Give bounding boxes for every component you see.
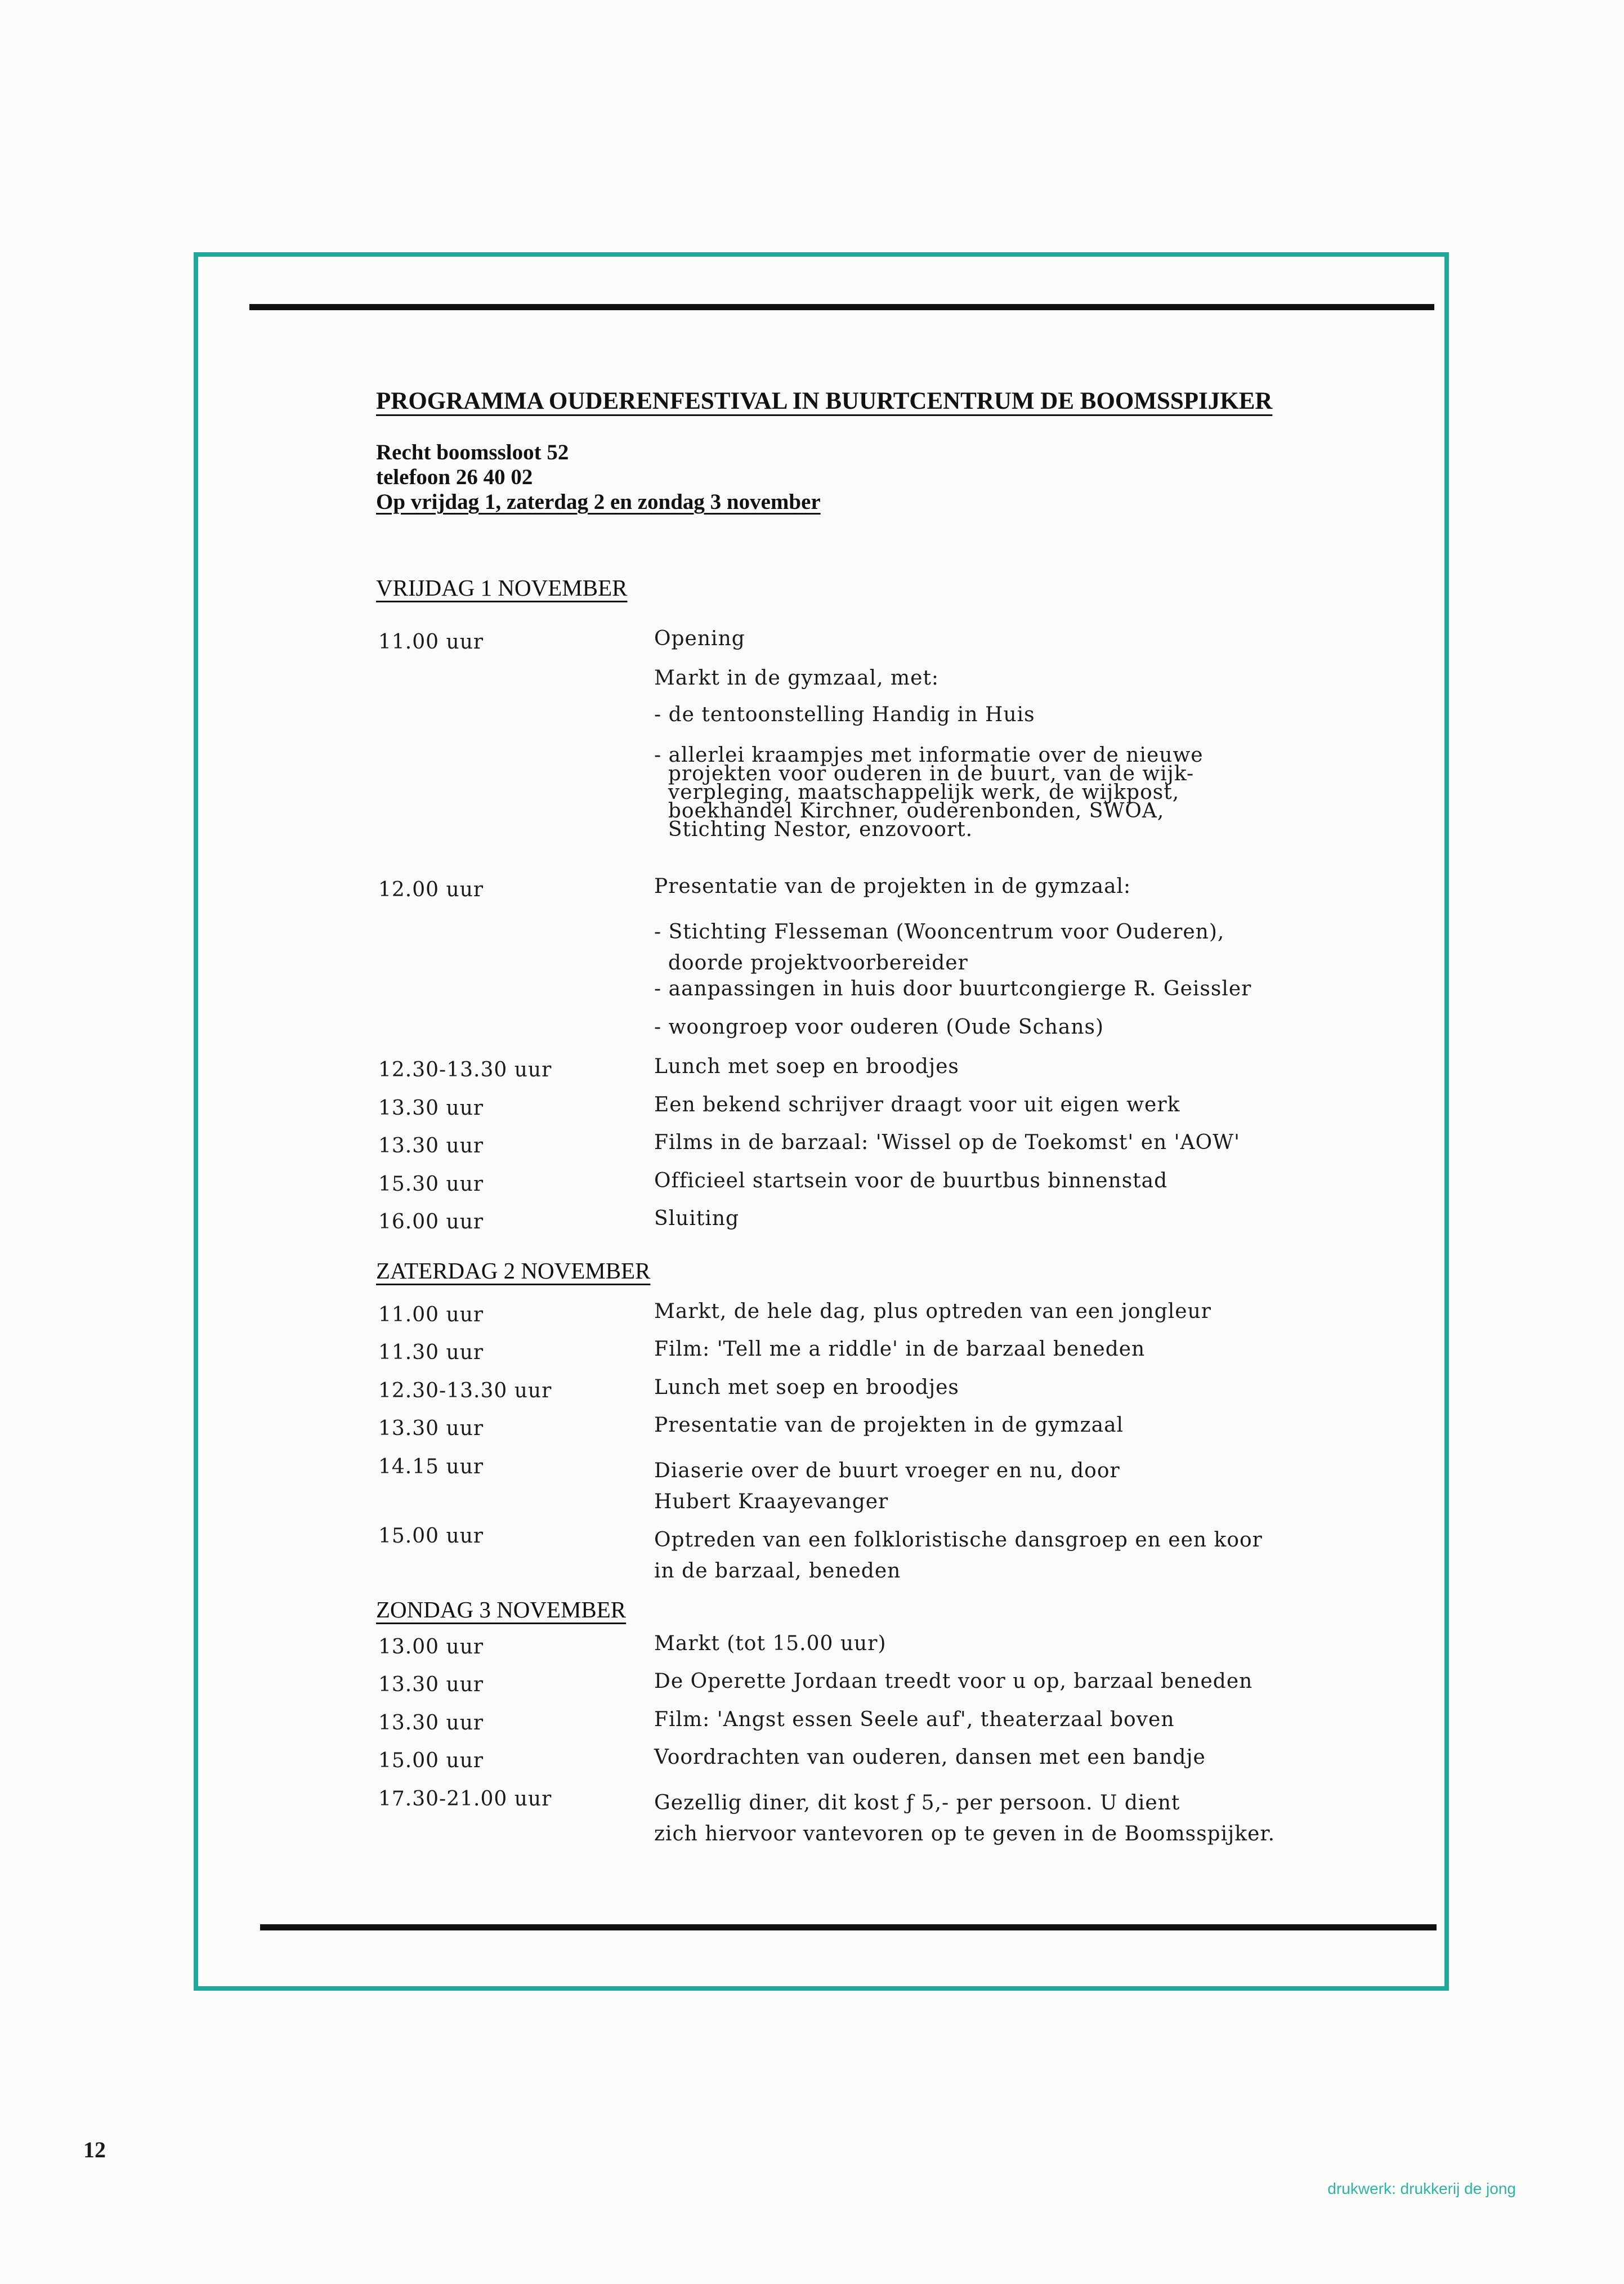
schedule-description	[654, 917, 1224, 978]
schedule-description	[654, 1338, 1146, 1361]
schedule-description-line: Optreden van een folkloristische dansgroep en een koor	[654, 1528, 1263, 1552]
schedule-description-line: Film: 'Angst essen Seele auf', theaterzaal boven	[654, 1708, 1175, 1731]
schedule-time: 13.30 uur	[378, 1673, 484, 1696]
day-heading-saturday: ZATERDAG 2 NOVEMBER	[376, 1258, 651, 1284]
address-line: Recht boomssloot 52	[376, 440, 569, 464]
schedule-description-line: Opening	[654, 627, 745, 650]
schedule-time: 12.00 uur	[378, 878, 484, 901]
schedule-description	[654, 977, 1252, 1000]
schedule-description-line: Officieel startsein voor de buurtbus binnenstad	[654, 1169, 1168, 1192]
schedule-description-line: projekten voor ouderen in de buurt, van de wijk-	[654, 762, 1194, 785]
schedule-description	[654, 1632, 887, 1655]
schedule-time: 15.00 uur	[378, 1749, 484, 1772]
schedule-time: 13.00 uur	[378, 1635, 484, 1659]
top-rule	[249, 304, 1434, 310]
schedule-time: 12.30-13.30 uur	[378, 1379, 552, 1402]
schedule-description	[654, 1787, 1275, 1849]
schedule-time: 13.30 uur	[378, 1097, 484, 1120]
schedule-description-line: - woongroep voor ouderen (Oude Schans)	[654, 1016, 1104, 1039]
schedule-description	[654, 1376, 959, 1399]
schedule-description	[654, 1131, 1240, 1154]
bottom-rule	[260, 1924, 1437, 1930]
schedule-description-line: Hubert Kraayevanger	[654, 1490, 889, 1513]
schedule-description-line: - allerlei kraampjes met informatie over de nieuwe	[654, 744, 1204, 767]
schedule-description	[654, 667, 939, 690]
schedule-description-line: Sluiting	[654, 1207, 740, 1230]
schedule-description	[654, 1016, 1104, 1039]
schedule-time: 15.30 uur	[378, 1173, 484, 1196]
schedule-description-line: in de barzaal, beneden	[654, 1559, 901, 1583]
schedule-time: 12.30-13.30 uur	[378, 1058, 552, 1081]
schedule-description	[654, 1746, 1206, 1769]
schedule-description-line: Voordrachten van ouderen, dansen met een bandje	[654, 1746, 1206, 1769]
schedule-time: 13.30 uur	[378, 1134, 484, 1157]
schedule-description	[654, 875, 1131, 898]
schedule-description	[654, 703, 1035, 726]
schedule-description-line: Diaserie over de buurt vroeger en nu, door	[654, 1459, 1120, 1482]
schedule-description	[654, 1708, 1175, 1731]
schedule-description-line: doorde projektvoorbereider	[654, 951, 968, 975]
schedule-description-line: De Operette Jordaan treedt voor u op, barzaal beneden	[654, 1670, 1253, 1693]
schedule-description-line: Stichting Nestor, enzovoort.	[654, 818, 973, 841]
schedule-description	[654, 1300, 1211, 1323]
schedule-description-line: Presentatie van de projekten in de gymzaal	[654, 1414, 1124, 1437]
schedule-time: 13.30 uur	[378, 1417, 484, 1440]
address-block	[376, 440, 821, 515]
page-title: PROGRAMMA OUDERENFESTIVAL IN BUURTCENTRUM DE BOOMSSPIJKER	[376, 388, 1273, 414]
schedule-description	[654, 1414, 1124, 1437]
schedule-description-line: Presentatie van de projekten in de gymzaal:	[654, 875, 1131, 898]
schedule-time: 17.30-21.00 uur	[378, 1787, 552, 1811]
schedule-description-line: Markt, de hele dag, plus optreden van een jongleur	[654, 1300, 1211, 1323]
schedule-description-line: Lunch met soep en broodjes	[654, 1376, 959, 1399]
schedule-description-line: Film: 'Tell me a riddle' in de barzaal beneden	[654, 1338, 1146, 1361]
day-heading-sunday: ZONDAG 3 NOVEMBER	[376, 1597, 627, 1623]
schedule-description	[654, 746, 1204, 839]
schedule-description-line: boekhandel Kirchner, ouderenbonden, SWOA,	[654, 799, 1165, 823]
schedule-description-line: Lunch met soep en broodjes	[654, 1055, 959, 1078]
schedule-description-line: Een bekend schrijver draagt voor uit eigen werk	[654, 1093, 1180, 1116]
schedule-description	[654, 1055, 959, 1078]
page-number: 12	[83, 2137, 106, 2162]
schedule-description-line: Films in de barzaal: 'Wissel op de Toekomst' en 'AOW'	[654, 1131, 1240, 1154]
schedule-description-line: - de tentoonstelling Handig in Huis	[654, 703, 1035, 726]
schedule-description	[654, 1670, 1253, 1693]
schedule-description	[654, 627, 745, 650]
schedule-time: 16.00 uur	[378, 1210, 484, 1233]
dates-line: Op vrijdag 1, zaterdag 2 en zondag 3 november	[376, 490, 821, 514]
schedule-time: 14.15 uur	[378, 1455, 484, 1478]
schedule-description-line: Markt (tot 15.00 uur)	[654, 1632, 887, 1655]
schedule-time: 11.30 uur	[378, 1341, 484, 1364]
schedule-description	[654, 1169, 1168, 1192]
schedule-description	[654, 1525, 1263, 1586]
schedule-time: 11.00 uur	[378, 631, 484, 654]
schedule-description-line: - aanpassingen in huis door buurtcongierge R. Geissler	[654, 977, 1252, 1000]
phone-line: telefoon 26 40 02	[376, 465, 533, 489]
schedule-description	[654, 1093, 1180, 1116]
schedule-time: 15.00 uur	[378, 1525, 484, 1548]
schedule-description	[654, 1455, 1120, 1517]
schedule-description-line: - Stichting Flesseman (Wooncentrum voor Ouderen),	[654, 920, 1225, 944]
schedule-description-line: verpleging, maatschappelijk werk, de wijkpost,	[654, 781, 1180, 804]
day-heading-friday: VRIJDAG 1 NOVEMBER	[376, 575, 628, 601]
printer-credit: drukwerk: drukkerij de jong	[1327, 2180, 1516, 2197]
schedule-time: 13.30 uur	[378, 1711, 484, 1735]
schedule-description-line: zich hiervoor vantevoren op te geven in de Boomsspijker.	[654, 1822, 1276, 1845]
schedule-description	[654, 1207, 740, 1230]
schedule-time: 11.00 uur	[378, 1303, 484, 1326]
schedule-description-line: Markt in de gymzaal, met:	[654, 667, 939, 690]
schedule-description-line: Gezellig diner, dit kost ƒ 5,- per persoon. U dient	[654, 1791, 1180, 1814]
